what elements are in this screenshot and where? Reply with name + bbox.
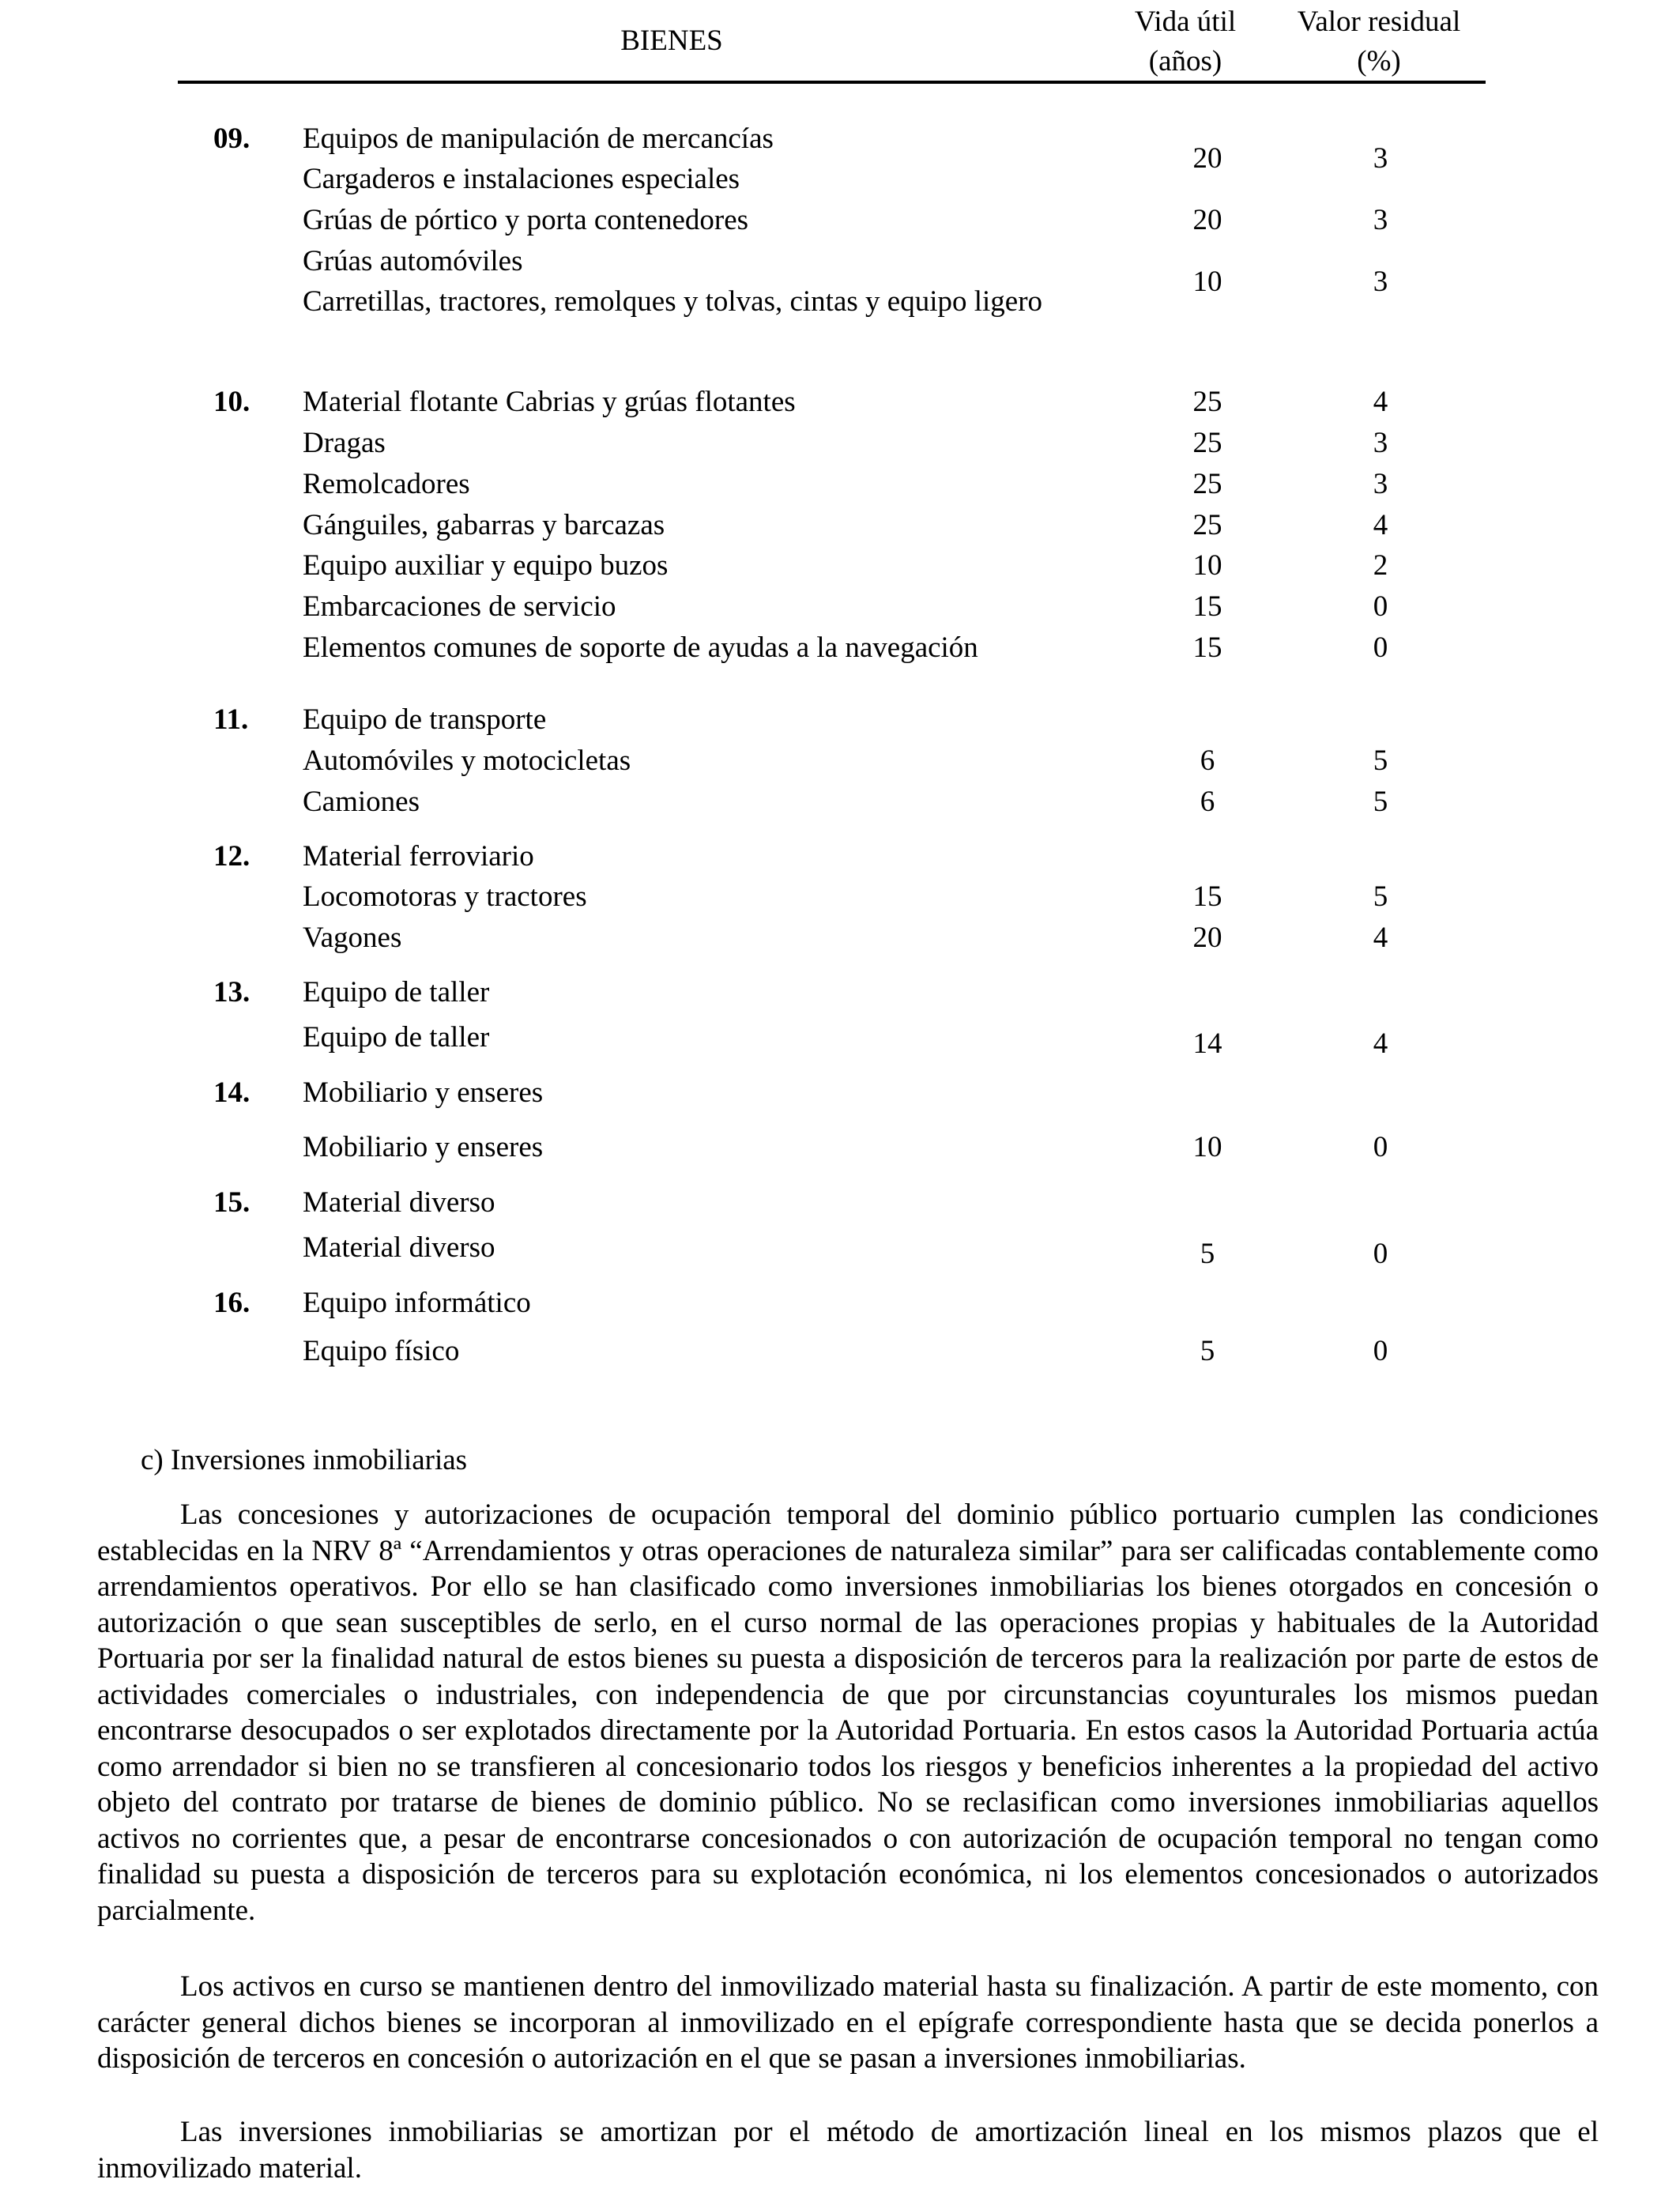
section-heading: c) Inversiones inmobiliarias: [141, 1444, 468, 1476]
header-valor-residual-unit: (%): [1357, 45, 1401, 77]
valor-residual-value: 0: [1373, 590, 1388, 623]
table-item: Automóviles y motocicletas: [303, 745, 631, 777]
group-number: 12.: [213, 840, 250, 873]
table-item: Gánguiles, gabarras y barcazas: [303, 509, 665, 541]
vida-util-value: 5: [1200, 1335, 1215, 1367]
group-number: 15.: [213, 1186, 250, 1219]
table-item: Equipo de taller: [303, 1021, 490, 1054]
table-item: Embarcaciones de servicio: [303, 590, 616, 623]
vida-util-value: 15: [1192, 631, 1222, 664]
header-valor-residual: Valor residual: [1297, 6, 1461, 38]
paragraph-1: [97, 1497, 1599, 1928]
table-item: Cargaderos e instalaciones especiales: [303, 163, 740, 195]
table-item: Grúas de pórtico y porta contenedores: [303, 204, 749, 236]
vida-util-value: 25: [1192, 427, 1222, 459]
table-item: Camiones: [303, 786, 420, 818]
table-item: Locomotoras y tractores: [303, 880, 587, 913]
valor-residual-value: 4: [1373, 1027, 1388, 1060]
vida-util-value: 25: [1192, 468, 1222, 500]
table-item: Material flotante Cabrias y grúas flotantes: [303, 386, 796, 418]
valor-residual-value: 3: [1373, 204, 1388, 236]
vida-util-value: 10: [1192, 266, 1222, 298]
vida-util-value: 10: [1192, 549, 1222, 582]
vida-util-value: 10: [1192, 1131, 1222, 1163]
header-rule: [178, 81, 1486, 84]
table-item: Equipo de taller: [303, 976, 490, 1008]
valor-residual-value: 5: [1373, 786, 1388, 818]
valor-residual-value: 0: [1373, 631, 1388, 664]
vida-util-value: 25: [1192, 386, 1222, 418]
group-number: 11.: [213, 703, 249, 736]
valor-residual-value: 4: [1373, 509, 1388, 541]
valor-residual-value: 0: [1373, 1238, 1388, 1270]
valor-residual-value: 3: [1373, 266, 1388, 298]
paragraph-2: [97, 1969, 1599, 2077]
table-item: Material diverso: [303, 1231, 495, 1264]
table-item: Equipo de transporte: [303, 703, 547, 736]
paragraph-text: Los activos en curso se mantienen dentro del inmovilizado material hasta su finalización. A partir de este momento, con carácter general dichos bienes se incorporan al inmovilizado en el epígrafe correspondiente hasta que se decida ponerlos a disposición de terceros en concesión o autorización en el que se pasan a inversiones inmobiliarias.: [97, 1970, 1599, 2075]
header-bienes: BIENES: [620, 25, 723, 57]
vida-util-value: 6: [1200, 786, 1215, 818]
header-vida-util: Vida útil: [1134, 6, 1237, 38]
table-item: Equipos de manipulación de mercancías: [303, 123, 774, 155]
valor-residual-value: 3: [1373, 427, 1388, 459]
table-item: Mobiliario y enseres: [303, 1076, 544, 1109]
table-item: Material diverso: [303, 1186, 495, 1219]
valor-residual-value: 4: [1373, 386, 1388, 418]
vida-util-value: 25: [1192, 509, 1222, 541]
valor-residual-value: 0: [1373, 1131, 1388, 1163]
table-item: Dragas: [303, 427, 386, 459]
paragraph-text: Las concesiones y autorizaciones de ocupación temporal del dominio público portuario cumplen las condiciones establecidas en la NRV 8ª “Arrendamientos y otras operaciones de naturaleza similar” para ser calificadas contablemente como arrendamientos operativos. Por ello se han clasificado como inversiones inmobiliarias los bienes otorgados en concesión o autorización o que sean susceptibles de serlo, en el curso normal de las operaciones propias y habituales de la Autoridad Portuaria por ser la finalidad natural de estos bienes su puesta a disposición de terceros para la realización por parte de estos de actividades comerciales o industriales, con independencia de que por circunstancias coyunturales los mismos puedan encontrarse desocupados o ser explotados directamente por la Autoridad Portuaria. En estos casos la Autoridad Portuaria actúa como arrendador si bien no se transfieren al concesionario todos los riesgos y beneficios inherentes a la propiedad del activo objeto del contrato por tratarse de bienes de dominio público. No se reclasifican como inversiones inmobiliarias aquellos activos no corrientes que, a pesar de encontrarse concesionados o con autorización de ocupación temporal no tengan como finalidad su puesta a disposición de terceros para su explotación económica, ni los elementos concesionados o autorizados parcialmente.: [97, 1498, 1599, 1927]
paragraph-text: Las inversiones inmobiliarias se amortizan por el método de amortización lineal en los mismos plazos que el inmovilizado material.: [97, 2116, 1599, 2185]
table-item: Equipo informático: [303, 1287, 531, 1319]
table-item: Equipo auxiliar y equipo buzos: [303, 549, 669, 582]
valor-residual-value: 4: [1373, 922, 1388, 954]
vida-util-value: 5: [1200, 1238, 1215, 1270]
header-vida-util-unit: (años): [1148, 45, 1222, 77]
vida-util-value: 20: [1192, 922, 1222, 954]
valor-residual-value: 0: [1373, 1335, 1388, 1367]
valor-residual-value: 3: [1373, 468, 1388, 500]
vida-util-value: 20: [1192, 142, 1222, 175]
group-number: 14.: [213, 1076, 250, 1109]
vida-util-value: 20: [1192, 204, 1222, 236]
vida-util-value: 15: [1192, 880, 1222, 913]
valor-residual-value: 3: [1373, 142, 1388, 175]
group-number: 13.: [213, 976, 250, 1008]
table-item: Carretillas, tractores, remolques y tolvas, cintas y equipo ligero: [303, 285, 1043, 318]
table-item: Elementos comunes de soporte de ayudas a la navegación: [303, 631, 978, 664]
table-item: Grúas automóviles: [303, 245, 523, 277]
group-number: 16.: [213, 1287, 250, 1319]
valor-residual-value: 5: [1373, 745, 1388, 777]
valor-residual-value: 2: [1373, 549, 1388, 582]
table-item: Remolcadores: [303, 468, 470, 500]
vida-util-value: 6: [1200, 745, 1215, 777]
group-number: 09.: [213, 123, 250, 155]
table-item: Material ferroviario: [303, 840, 534, 873]
vida-util-value: 15: [1192, 590, 1222, 623]
table-item: Mobiliario y enseres: [303, 1131, 544, 1163]
group-number: 10.: [213, 386, 250, 418]
table-item: Vagones: [303, 922, 402, 954]
table-item: Equipo físico: [303, 1335, 460, 1367]
paragraph-3: [97, 2114, 1599, 2186]
vida-util-value: 14: [1192, 1027, 1222, 1060]
valor-residual-value: 5: [1373, 880, 1388, 913]
